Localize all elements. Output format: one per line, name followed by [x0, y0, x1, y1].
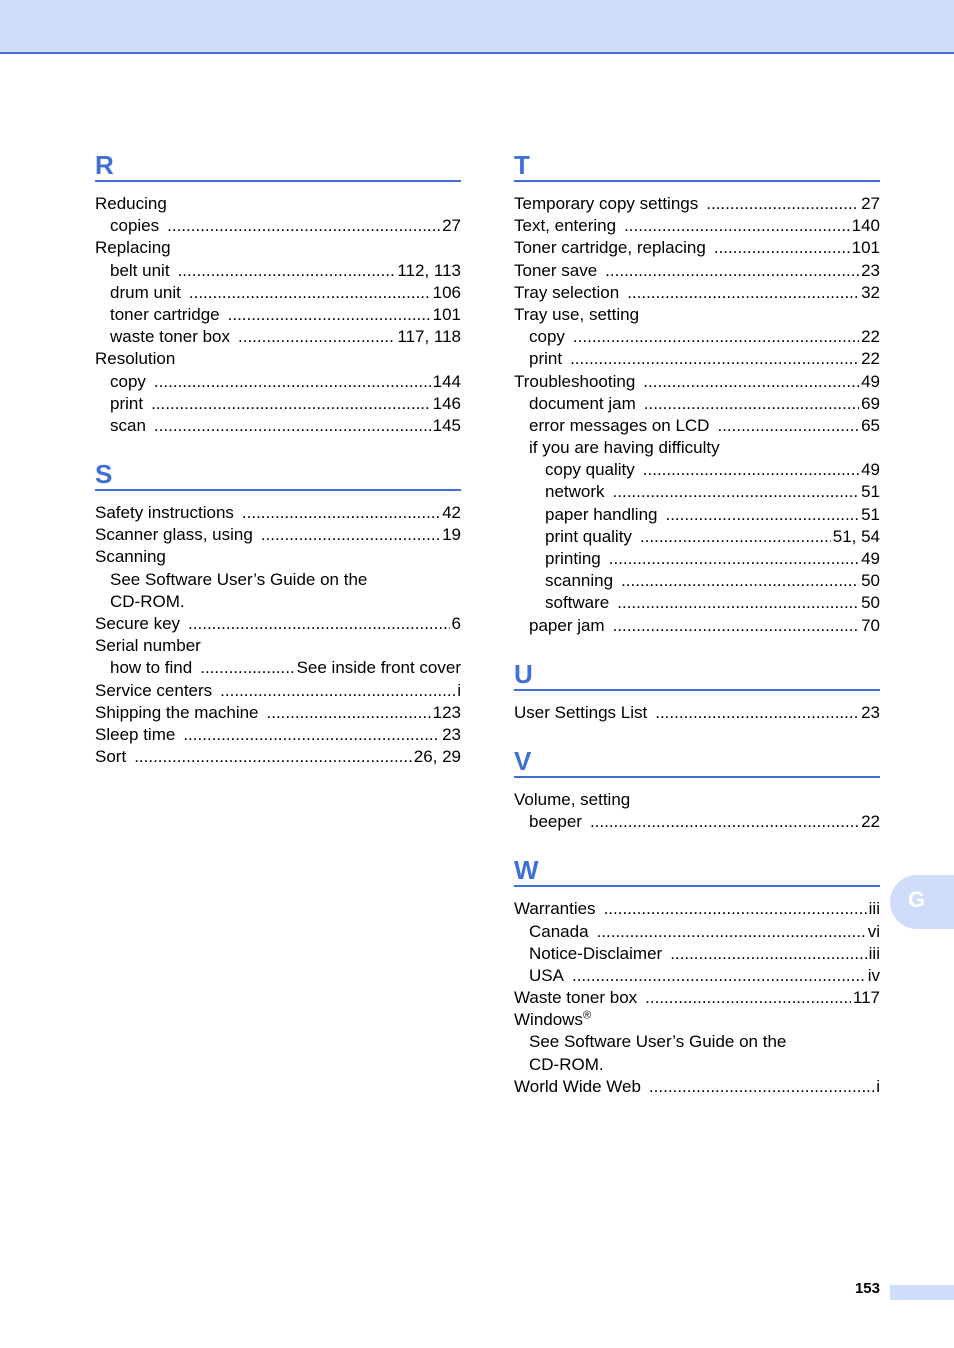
dot-leader [643, 459, 859, 481]
index-term-text: Notice-Disclaimer [529, 943, 663, 963]
index-term [545, 481, 605, 503]
dot-leader [570, 348, 859, 370]
index-entry [95, 746, 461, 768]
index-term-text: CD-ROM. [110, 591, 185, 611]
index-term [514, 237, 706, 259]
index-term-text: print quality [545, 526, 632, 546]
index-term-text: if you are having difficulty [529, 438, 720, 458]
dot-leader [154, 415, 431, 437]
index-term [514, 1009, 591, 1031]
index-entry [95, 326, 461, 348]
index-entry [514, 898, 880, 920]
index-entry [514, 526, 880, 548]
dot-leader [613, 481, 860, 503]
page-reference: 51 [861, 504, 880, 524]
index-term [529, 326, 565, 348]
index-term [514, 260, 597, 282]
page-reference: 22 [861, 327, 880, 347]
index-term [514, 987, 637, 1009]
page-number: 153 [854, 1280, 880, 1297]
index-term-text: World Wide Web [514, 1076, 641, 1096]
dot-leader [609, 548, 859, 570]
index-entry [514, 943, 880, 965]
index-entry [95, 591, 461, 613]
page-reference: See inside front cover [296, 658, 461, 678]
index-entry [95, 569, 461, 591]
index-entry [514, 548, 880, 570]
index-term [95, 193, 167, 215]
page-reference: 70 [861, 615, 880, 635]
dot-leader [167, 215, 440, 237]
dot-leader [617, 592, 859, 614]
dot-leader [572, 965, 866, 987]
index-term-text: CD-ROM. [529, 1054, 604, 1074]
section-letter: V [514, 745, 532, 776]
index-term [95, 524, 253, 546]
index-entry [95, 502, 461, 524]
index-section-r [95, 140, 461, 437]
page-reference: 26, 29 [413, 747, 461, 767]
dot-leader [670, 943, 866, 965]
dot-leader [627, 282, 859, 304]
index-term-text: paper jam [529, 615, 605, 635]
index-entry [95, 415, 461, 437]
dot-leader [613, 615, 859, 637]
page-reference: 23 [861, 702, 880, 722]
index-entry [95, 348, 461, 370]
index-term-text: Toner save [514, 260, 598, 280]
section-header [514, 649, 880, 691]
index-term-text: belt unit [110, 260, 170, 280]
index-entry [95, 524, 461, 546]
page-reference: 42 [442, 503, 461, 523]
index-entry [95, 546, 461, 568]
dot-leader [238, 326, 395, 348]
index-term-text: Canada [529, 921, 589, 941]
page-reference: 65 [861, 415, 880, 435]
index-term [95, 613, 180, 635]
page-reference: 117 [852, 988, 880, 1008]
page-reference: iii [868, 943, 880, 963]
index-term [95, 502, 234, 524]
index-entry [514, 987, 880, 1009]
index-term [514, 304, 639, 326]
index-entry [514, 1009, 880, 1031]
index-term-text: print [529, 349, 563, 369]
index-entry [514, 504, 880, 526]
section-header [514, 845, 880, 887]
section-letter: T [514, 150, 530, 180]
index-term [529, 348, 562, 370]
dot-leader [220, 680, 455, 702]
index-term-text: drum unit [110, 282, 181, 302]
index-entry [95, 304, 461, 326]
index-term [514, 789, 630, 811]
index-entry [514, 1054, 880, 1076]
index-term-text: Temporary copy settings [514, 194, 699, 213]
index-term [545, 570, 613, 592]
index-term [529, 615, 605, 637]
section-letter: R [95, 150, 114, 180]
index-term-text: User Settings List [514, 702, 648, 722]
index-term [529, 393, 636, 415]
dot-leader [714, 237, 850, 259]
dot-leader [649, 1076, 874, 1098]
index-term-text: document jam [529, 393, 636, 413]
index-term-text: Service centers [95, 680, 213, 700]
page-reference: 50 [861, 593, 880, 613]
dot-leader [706, 193, 859, 215]
dot-leader [200, 657, 294, 679]
page-reference: 32 [861, 282, 880, 302]
page-reference: 50 [861, 571, 880, 591]
index-term-text: Volume, setting [514, 789, 631, 809]
index-term-text: copy quality [545, 460, 635, 480]
dot-leader [151, 393, 431, 415]
index-term-text: printing [545, 549, 601, 568]
index-term-text: Reducing [95, 194, 167, 213]
index-term [95, 635, 201, 657]
index-entry [514, 193, 880, 215]
index-term-text: Troubleshooting [514, 371, 636, 391]
header-band [0, 0, 954, 54]
index-term [110, 215, 159, 237]
index-entry [514, 702, 880, 724]
index-term [110, 371, 146, 393]
index-section-v [514, 736, 880, 833]
index-term [529, 811, 582, 833]
index-term-text: error messages on LCD [529, 415, 710, 435]
index-term-text: toner cartridge [110, 304, 220, 324]
page-reference: 144 [432, 371, 461, 391]
index-term-text: Scanning [95, 547, 166, 567]
page-reference: 19 [442, 525, 461, 545]
index-term-text: print [110, 393, 144, 413]
index-term [529, 965, 564, 987]
index-term [529, 921, 589, 943]
dot-leader [228, 304, 431, 326]
dot-leader [604, 898, 867, 920]
page-reference: i [457, 680, 461, 700]
index-entry [514, 1031, 880, 1053]
section-letter: U [514, 658, 533, 689]
dot-leader [597, 921, 866, 943]
index-term-text: Tray use, setting [514, 304, 640, 324]
index-section-w [514, 845, 880, 1098]
index-entry [514, 215, 880, 237]
index-entry [514, 965, 880, 987]
index-section-t [514, 140, 880, 637]
page-reference: 140 [851, 216, 880, 236]
page-reference: 106 [432, 282, 461, 302]
index-entry [514, 1076, 880, 1098]
page-reference: 51 [861, 482, 880, 502]
index-term [110, 304, 220, 326]
index-entry [95, 635, 461, 657]
index-term [514, 282, 619, 304]
section-header [95, 140, 461, 182]
index-column-left [95, 140, 461, 768]
index-entry [95, 371, 461, 393]
chapter-tab-letter: G [908, 887, 926, 912]
dot-leader [665, 504, 859, 526]
index-term [110, 260, 170, 282]
index-entry [514, 921, 880, 943]
page-reference: 23 [442, 724, 461, 744]
index-term-text: Tray selection [514, 282, 620, 302]
registered-mark: ® [582, 1009, 592, 1022]
page-reference: 69 [861, 393, 880, 413]
index-term [514, 898, 596, 920]
index-entry [95, 702, 461, 724]
footer-band [890, 1285, 954, 1300]
index-term [514, 702, 647, 724]
index-term [95, 724, 175, 746]
index-term-text: scanning [545, 571, 614, 591]
index-term-text: Resolution [95, 349, 176, 369]
index-term-text: Sleep time [95, 724, 176, 744]
index-term [514, 1076, 641, 1098]
index-term-text: waste toner box [110, 327, 231, 347]
index-term [545, 526, 632, 548]
index-entry [514, 592, 880, 614]
dot-leader [267, 702, 431, 724]
dot-leader [261, 524, 440, 546]
page-reference: 51, 54 [832, 526, 880, 546]
index-term [95, 702, 259, 724]
page-reference: vi [867, 921, 880, 941]
page-reference: 112, 113 [397, 260, 461, 280]
section-header [95, 449, 461, 491]
index-term-text: copy [110, 371, 146, 391]
index-column-right [514, 140, 880, 1098]
dot-leader [717, 415, 859, 437]
page-reference: 101 [432, 304, 461, 324]
chapter-tab [890, 875, 954, 929]
index-term-text: Secure key [95, 614, 181, 633]
dot-leader [188, 613, 449, 635]
page-reference: 49 [861, 371, 880, 391]
dot-leader [154, 371, 431, 393]
index-term-text: paper handling [545, 504, 658, 524]
index-term-text: Toner cartridge, replacing [514, 238, 706, 258]
index-term [110, 282, 181, 304]
index-entry [514, 789, 880, 811]
index-term [529, 415, 709, 437]
index-entry [514, 615, 880, 637]
index-entry [514, 304, 880, 326]
index-entry [514, 459, 880, 481]
dot-leader [640, 526, 831, 548]
index-term-text: software [545, 593, 610, 613]
index-entry [514, 393, 880, 415]
dot-leader [643, 371, 859, 393]
index-term [110, 591, 185, 613]
index-term [110, 415, 146, 437]
index-entry [95, 237, 461, 259]
page-reference: 22 [861, 812, 880, 832]
index-term [545, 592, 609, 614]
index-term [110, 326, 230, 348]
index-term-text: Sort [95, 747, 127, 767]
page-reference: 22 [861, 349, 880, 369]
index-term-text: network [545, 482, 605, 502]
page-reference: 101 [851, 238, 880, 258]
index-term [95, 746, 126, 768]
index-term-text: scan [110, 415, 146, 435]
index-term [95, 680, 212, 702]
dot-leader [242, 502, 440, 524]
index-term-text: copies [110, 216, 160, 236]
index-term-text: Warranties [514, 899, 596, 919]
page-reference: 49 [861, 549, 880, 568]
page-reference: 146 [432, 393, 461, 413]
index-term [545, 504, 657, 526]
index-term-text: Serial number [95, 636, 201, 656]
index-term [529, 1054, 604, 1076]
index-entry [514, 415, 880, 437]
index-entry [95, 724, 461, 746]
index-term-text: Safety instructions [95, 503, 234, 523]
index-entry [514, 811, 880, 833]
index-term-text: Shipping the machine [95, 702, 259, 722]
index-term [110, 569, 367, 591]
index-term [545, 548, 601, 570]
index-entry [95, 680, 461, 702]
index-term [95, 546, 166, 568]
index-entry [514, 326, 880, 348]
index-term-text: Windows [514, 1010, 583, 1030]
index-entry [95, 260, 461, 282]
dot-leader [621, 570, 859, 592]
index-term-text: Text, entering [514, 216, 617, 236]
dot-leader [183, 724, 440, 746]
page-reference: 117, 118 [397, 327, 461, 347]
index-term-text: See Software User’s Guide on the [529, 1032, 787, 1052]
page-reference: 49 [861, 460, 880, 480]
dot-leader [624, 215, 850, 237]
index-term-text: beeper [529, 812, 582, 832]
index-entry [514, 348, 880, 370]
index-term-text: Scanner glass, using [95, 525, 253, 545]
dot-leader [645, 987, 851, 1009]
page-reference: 23 [861, 260, 880, 280]
section-header [514, 140, 880, 182]
section-letter: S [95, 459, 113, 490]
index-entry [95, 657, 461, 679]
index-term [529, 1031, 786, 1053]
index-entry [95, 613, 461, 635]
index-section-u [514, 649, 880, 724]
page-reference: 145 [432, 415, 461, 435]
page-reference: 123 [432, 702, 461, 722]
index-term-text: USA [529, 965, 564, 985]
index-section-s [95, 449, 461, 768]
dot-leader [605, 260, 859, 282]
page-reference: 6 [451, 614, 461, 633]
page-reference: 27 [442, 216, 461, 236]
index-term [110, 393, 143, 415]
index-term [514, 193, 698, 215]
index-term [95, 348, 175, 370]
page-reference: 27 [861, 194, 880, 213]
index-term [529, 437, 720, 459]
dot-leader [178, 260, 396, 282]
dot-leader [134, 746, 412, 768]
index-entry [514, 570, 880, 592]
index-entry [95, 393, 461, 415]
index-term [514, 371, 635, 393]
index-term-text: copy [529, 327, 565, 347]
index-term [95, 237, 171, 259]
page-reference: iv [867, 965, 880, 985]
index-entry [514, 260, 880, 282]
index-term-text: See Software User’s Guide on the [110, 569, 368, 589]
index-entry [95, 193, 461, 215]
index-term [545, 459, 635, 481]
dot-leader [655, 702, 859, 724]
section-letter: W [514, 855, 539, 886]
index-term-text: Replacing [95, 238, 171, 258]
dot-leader [573, 326, 859, 348]
page-reference: iii [868, 899, 880, 919]
dot-leader [644, 393, 859, 415]
index-entry [514, 237, 880, 259]
section-header [514, 736, 880, 778]
index-entry [514, 371, 880, 393]
index-term [529, 943, 662, 965]
page-reference: i [876, 1076, 880, 1096]
index-term-text: how to find [110, 658, 193, 678]
index-entry [95, 215, 461, 237]
index-entry [514, 481, 880, 503]
index-term [110, 657, 192, 679]
index-term-text: Waste toner box [514, 988, 638, 1008]
dot-leader [590, 811, 859, 833]
index-entry [95, 282, 461, 304]
index-entry [514, 282, 880, 304]
index-entry [514, 437, 880, 459]
index-term [514, 215, 616, 237]
dot-leader [189, 282, 431, 304]
